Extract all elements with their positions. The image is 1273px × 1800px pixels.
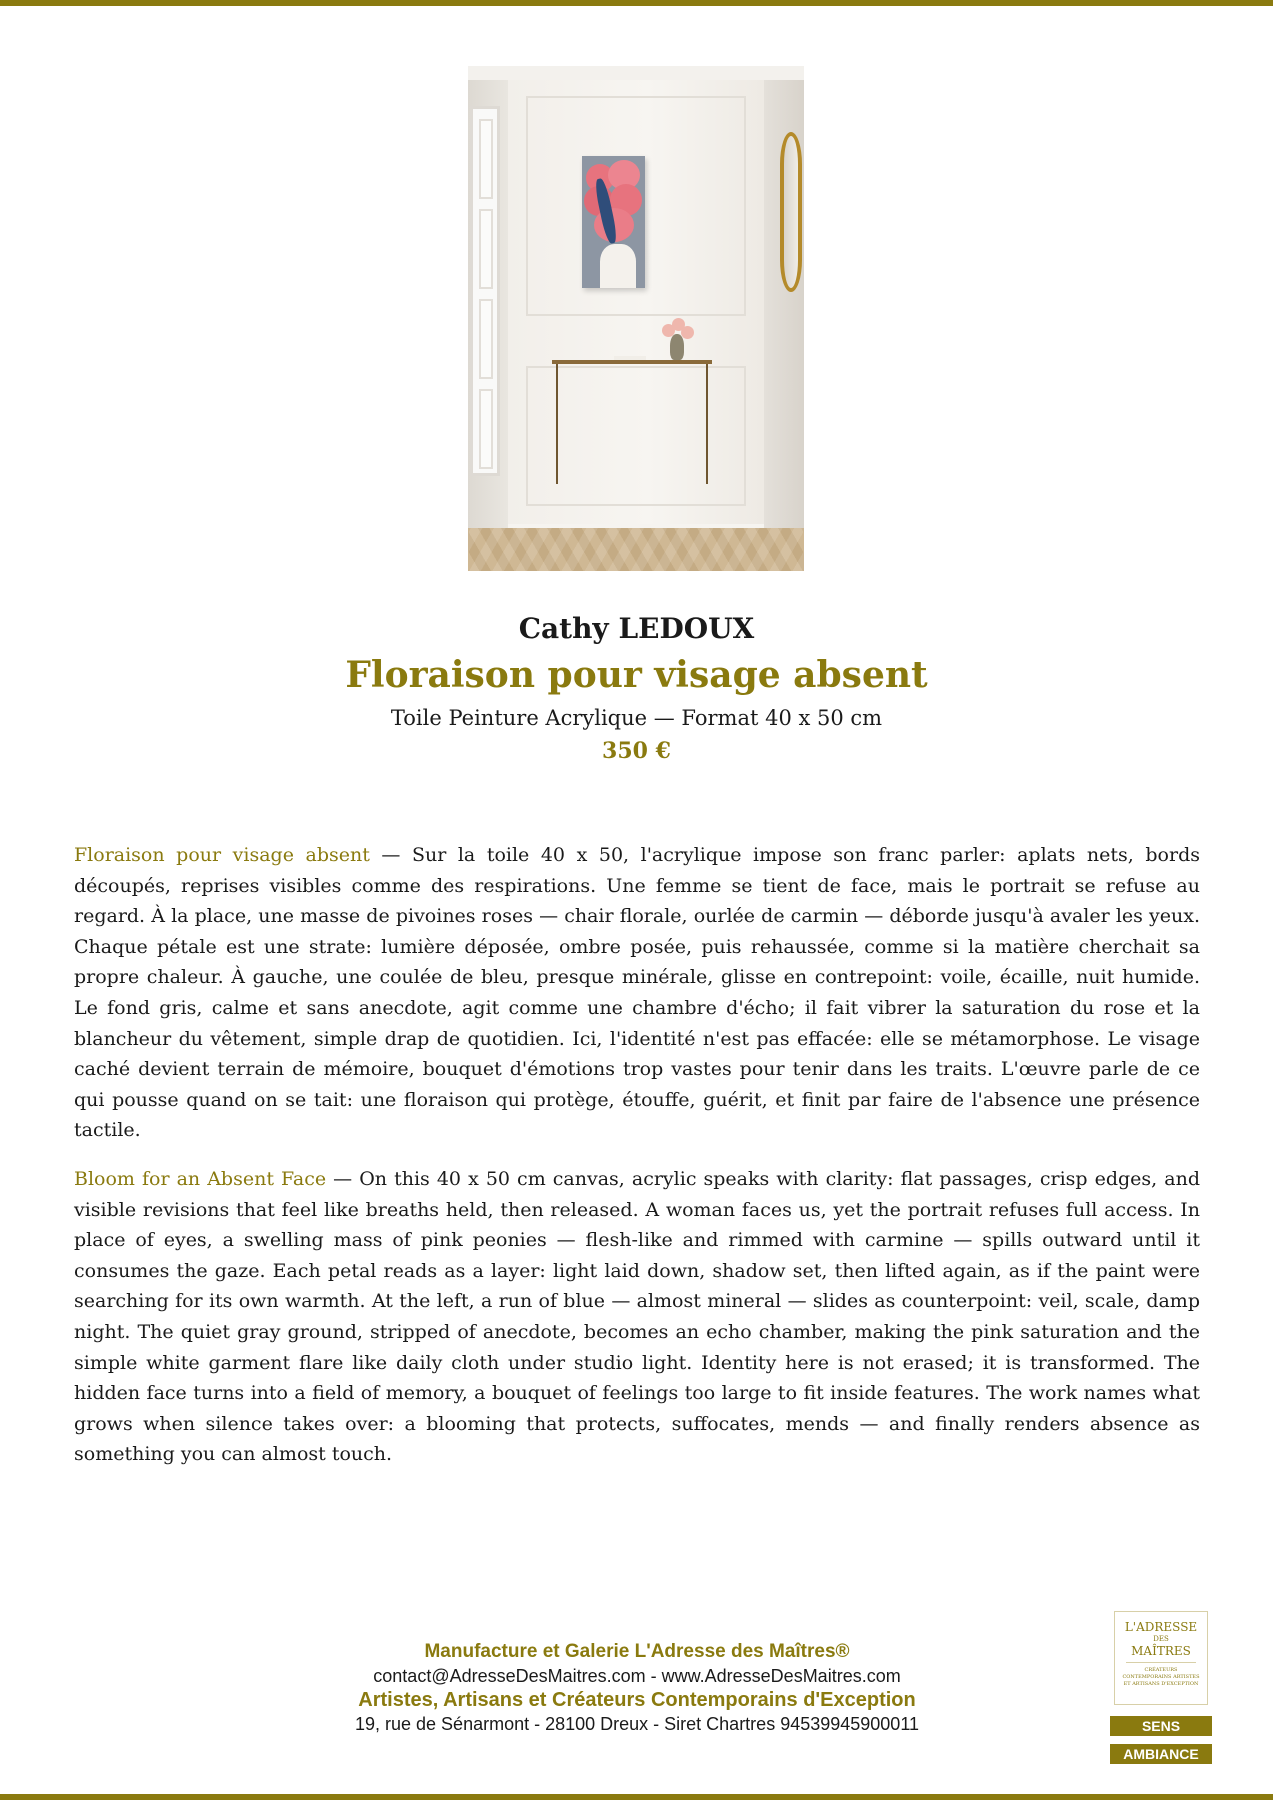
mirror-shape: [780, 132, 802, 292]
footer-tagline: Artistes, Artisans et Créateurs Contemporains d'Exception: [358, 1689, 916, 1711]
description-english: [74, 1164, 1200, 1470]
artist-name: Cathy LEDOUX: [518, 612, 755, 645]
description: [74, 840, 1200, 1488]
logo-line-4: CRÉATEURS CONTEMPORAINS ARTISTES ET ARTISANS D'EXCEPTION: [1122, 1667, 1200, 1687]
vase-shape: [670, 334, 684, 360]
console-table-shape: [552, 360, 712, 364]
description-french: [74, 840, 1200, 1146]
english-text: — On this 40 x 50 cm canvas, acrylic speaks with clarity: flat passages, crisp edges, and visible revisions that feel like breaths held, then released. A woman faces us, yet the portrait refuses full access. In place of eyes, a swelling mass of pink peonies — flesh-like and rimmed with carmine — spills outward until it consumes the gaze. Each petal reads as a layer: light laid down, shadow set, then lifted again, as if the paint were searching for its own warmth. At the left, a run of blue — almost mineral — slides as counterpoint: veil, scale, damp night. The quiet gray ground, stripped of anecdote, becomes an echo chamber, making the pink saturation and the simple white garment flare like daily cloth under studio light. Identity here is not erased; it is transformed. The hidden face turns into a field of memory, a bouquet of feelings too large to fit inside features. The work names what grows when silence takes over: a blooming that protects, suffocates, mends — and finally renders absence as something you can almost touch.: [74, 1167, 1200, 1466]
logo-line-1: L'ADRESSE: [1124, 1620, 1198, 1634]
artwork-price: 350 €: [602, 738, 671, 764]
french-title-lead: Floraison pour visage absent: [74, 844, 370, 866]
footer: [237, 1640, 1037, 1736]
window-shape: [470, 106, 500, 476]
logo-line-3: MAÎTRES: [1131, 1644, 1191, 1658]
footer-contact: contact@AdresseDesMaitres.com - www.AdresseDesMaitres.com: [373, 1666, 901, 1686]
tag-sens: SENS: [1110, 1716, 1212, 1736]
bottom-accent-bar: [0, 1794, 1273, 1800]
french-text: — Sur la toile 40 x 50, l'acrylique impose son franc parler: aplats nets, bords découpés, reprises visibles comme des respirations. Une femme se tient de face, mais le portrait se refuse au regard. À la place, une masse de pivoines roses — chair florale, ourlée de carmin — déborde jusqu'à avaler les yeux. Chaque pétale est une strate: lumière déposée, ombre posée, puis rehaussée, comme si la matière cherchait sa propre chaleur. À gauche, une coulée de bleu, presque minérale, glisse en contrepoint: voile, écaille, nuit humide. Le fond gris, calme et sans anecdote, agit comme une chambre d'écho; il fait vibrer la saturation du rose et la blancheur du vêtement, simple drap de quotidien. Ici, l'identité n'est pas effacée: elle se métamorphose. Le visage caché devient terrain de mémoire, bouquet d'émotions trop vastes pour tenir dans les traits. L'œuvre parle de ce qui pousse quand on se tait: une floraison qui protège, étouffe, guérit, et finit par faire de l'absence une présence tactile.: [74, 844, 1200, 1142]
top-accent-bar: [0, 0, 1273, 6]
artwork-format: Toile Peinture Acrylique — Format 40 x 50 cm: [390, 706, 883, 730]
artwork-room-photo: [468, 66, 804, 571]
tag-ambiance: AMBIANCE: [1110, 1744, 1212, 1764]
english-title-lead: Bloom for an Absent Face: [74, 1167, 327, 1190]
footer-company: Manufacture et Galerie L'Adresse des Maîtres®: [424, 1641, 850, 1662]
footer-address: 19, rue de Sénarmont - 28100 Dreux - Siret Chartres 94539945900011: [354, 1714, 920, 1734]
logo-line-2: DES: [1153, 1635, 1169, 1643]
gallery-logo: [1114, 1611, 1208, 1705]
artwork-title: Floraison pour visage absent: [345, 654, 928, 696]
parquet-floor-shape: [468, 528, 804, 571]
painting-shape: [582, 156, 645, 288]
